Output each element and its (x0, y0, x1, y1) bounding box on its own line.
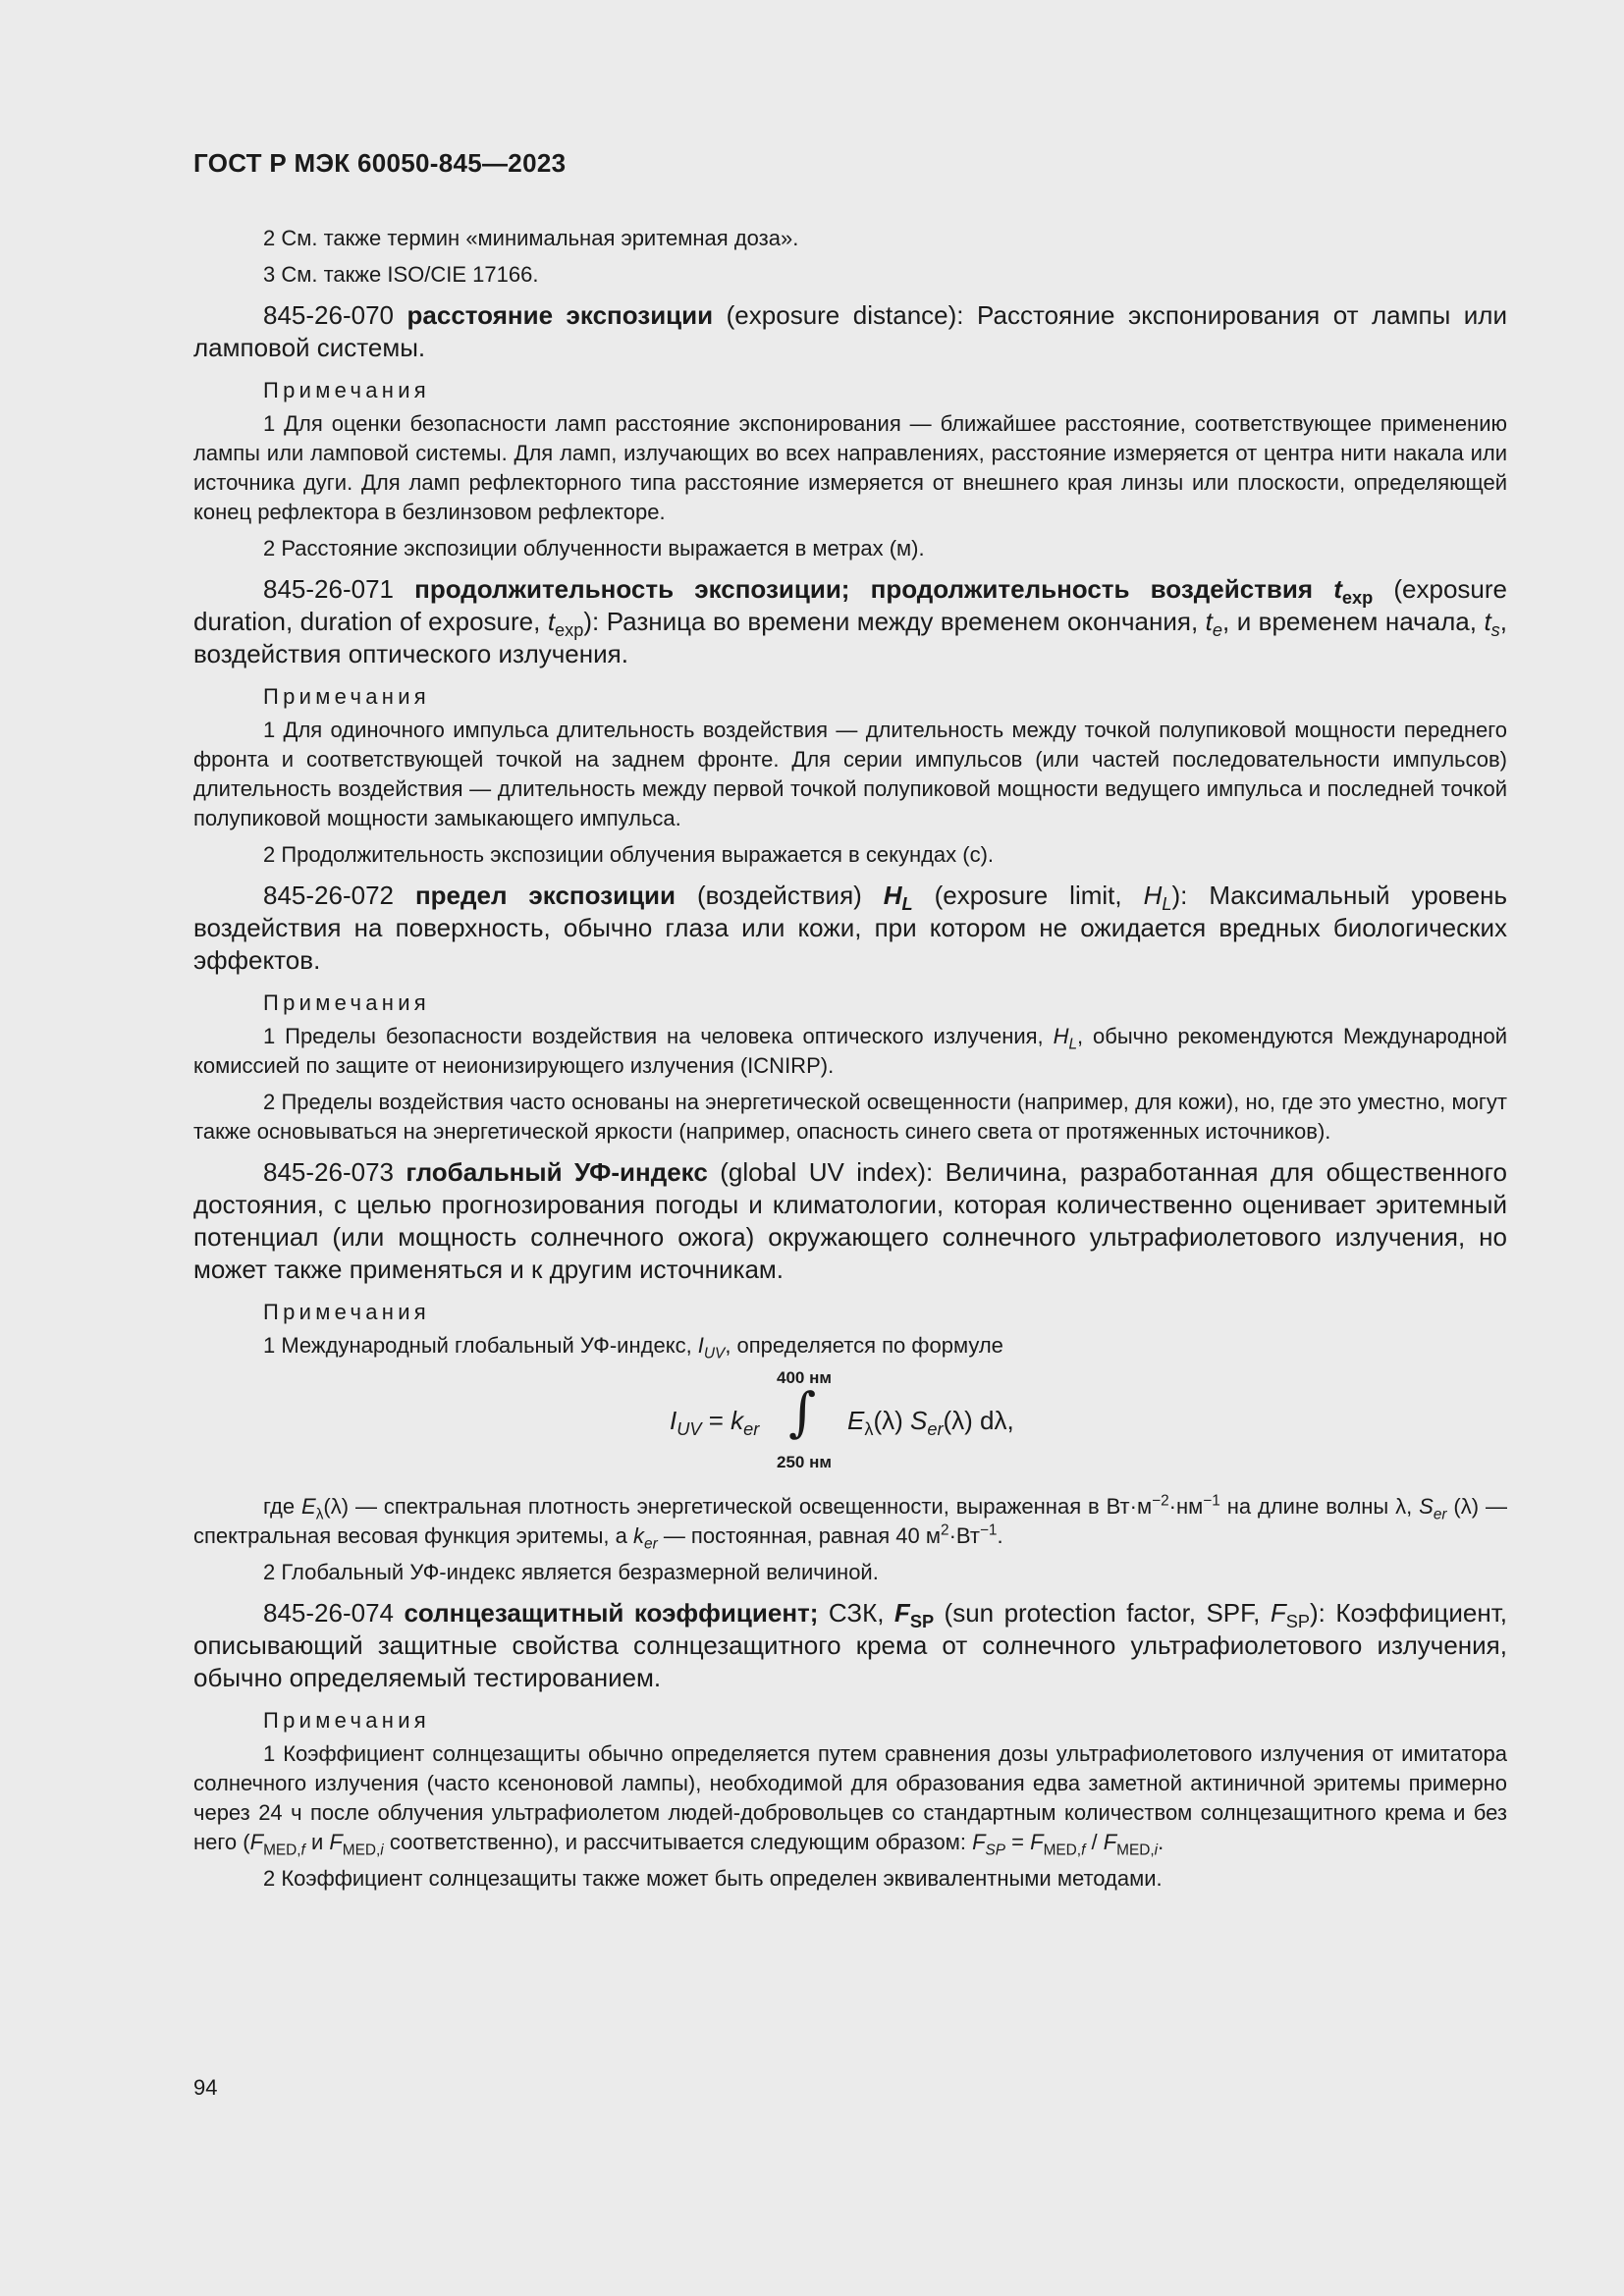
formula-rhs: $E_\lambda(\lambda)$ $S_{er}(\lambda)$ dλ, (847, 1406, 1014, 1440)
term-071: 845-26-071 продолжительность экспозиции; продолжительность воздействия $t_{exp}$ (exposure duration, duration of exposure, $t_{exp}$): Разница во времени между временем окончания, $t_e$, и временем начала, $t_s$, воздействия оптического излучения. (193, 574, 1507, 668)
notes-heading: Примечания (263, 684, 431, 709)
formula-lhs: $I_{UV} = k_{er}$ (670, 1406, 760, 1440)
notes-heading: Примечания (263, 1708, 431, 1733)
term-070: 845-26-070 расстояние экспозиции (exposure distance): Расстояние экспонирования от лампы или ламповой системы. (193, 300, 1507, 362)
note-line: 2 См. также термин «минимальная эритемная доза». (263, 226, 799, 250)
document-page (193, 0, 1507, 2296)
note-line: 3 См. также ISO/CIE 17166. (263, 262, 539, 287)
integral-lower-limit: 250 нм (777, 1453, 832, 1471)
term-072-note-1: 1 Пределы безопасности воздействия на человека оптического излучения, $H_L$, обычно рекомендуются Международной комиссией по защите от неионизирующего излучения (ICNIRP). (193, 1024, 1507, 1078)
term-070-note-1: 1 Для оценки безопасности ламп расстояние экспонирования — ближайшее расстояние, соответствующее применению лампы или ламповой системы. Для ламп, излучающих во всех направлениях, расстояние измеряется от центра нити накала или источника дуги. Для ламп рефлекторного типа расстояние измеряется от внешнего края линзы или плоскости, определяющей конец рефлектора в безлинзовом рефлекторе. (193, 411, 1507, 524)
notes-heading: Примечания (263, 1300, 431, 1324)
formula-explanation: где $E_\lambda(\lambda)$ — спектральная плотность энергетической освещенности, выраженная в $Вт\cdot м^{-2}\cdot нм^{-1}$ на длине волны λ, $S_{er}$ (λ) — спектральная весовая функция эритемы, а $k_{er}$ — постоянная, равная 40 $м^2\cdot Вт^{-1}$. (193, 1492, 1507, 1553)
term-072-note-2: 2 Пределы воздействия часто основаны на энергетической освещенности (например, для кожи), но, где это уместно, могут также основываться на энергетической яркости (например, опасность синего света от протяженных источников). (193, 1090, 1507, 1144)
term-074-note-2: 2 Коэффициент солнцезащиты также может быть определен эквивалентными методами. (263, 1866, 1163, 1891)
term-070-note-2: 2 Расстояние экспозиции облученности выражается в метрах (м). (263, 536, 925, 561)
term-072: 845-26-072 предел экспозиции (воздействия) $H_L$ (exposure limit, $H_L$): Максимальный уровень воздействия на поверхность, обычно глаза или кожи, при котором не ожидается вредных биологических эффектов. (193, 881, 1507, 975)
integral-sign-icon: ∫ (788, 1381, 817, 1443)
document-header: ГОСТ Р МЭК 60050-845—2023 (193, 148, 567, 178)
term-073-note-1: 1 Международный глобальный УФ-индекс, $I_{UV}$, определяется по формуле (263, 1333, 1003, 1362)
term-073: 845-26-073 глобальный УФ-индекс (global UV index): Величина, разработанная для общественного достояния, с целью прогнозирования погоды и климатологии, которая количественно оценивает эритемный потенциал (или мощность солнечного ожога) окружающего солнечного ультрафиолетового излучения, но может также применяться и к другим источникам. (193, 1157, 1508, 1284)
page-number: 94 (193, 2075, 218, 2100)
document-body (193, 224, 1507, 1900)
uv-index-formula (193, 1368, 1507, 1478)
term-071-note-1: 1 Для одиночного импульса длительность воздействия — длительность между точкой полупиковой мощности переднего фронта и соответствующей точкой на заднем фронте. Для серии импульсов (или частей последовательности импульсов) длительность воздействия — длительность между первой точкой полупиковой мощности ведущего импульса и последней точкой полупиковой мощности замыкающего импульса. (193, 718, 1507, 830)
term-074: 845-26-074 солнцезащитный коэффициент; СЗК, $F_{SP}$ (sun protection factor, SPF, $F_{SP}$): Коэффициент, описывающий защитные свойства солнцезащитного крема от солнечного ультрафиолетового излучения, обычно определяемый тестированием. (193, 1598, 1507, 1692)
term-074-note-1: 1 Коэффициент солнцезащиты обычно определяется путем сравнения дозы ультрафиолетового излучения от имитатора солнечного излучения (часто ксеноновой лампы), необходимой для образования едва заметной актиничной эритемы примерно через 24 ч после облучения ультрафиолетом людей-добровольцев со стандартным количеством солнцезащитного крема и без него ($F_{MED,f}$ и $F_{MED,i}$ соответственно), и рассчитывается следующим образом: $F_{SP} = F_{MED,f} / F_{MED,i}$. (193, 1741, 1507, 1859)
notes-heading: Примечания (263, 990, 431, 1015)
integral-upper-limit: 400 нм (777, 1368, 832, 1387)
term-071-note-2: 2 Продолжительность экспозиции облучения выражается в секундах (с). (263, 842, 995, 867)
notes-heading: Примечания (263, 378, 431, 402)
term-073-note-2: 2 Глобальный УФ-индекс является безразмерной величиной. (263, 1560, 879, 1584)
